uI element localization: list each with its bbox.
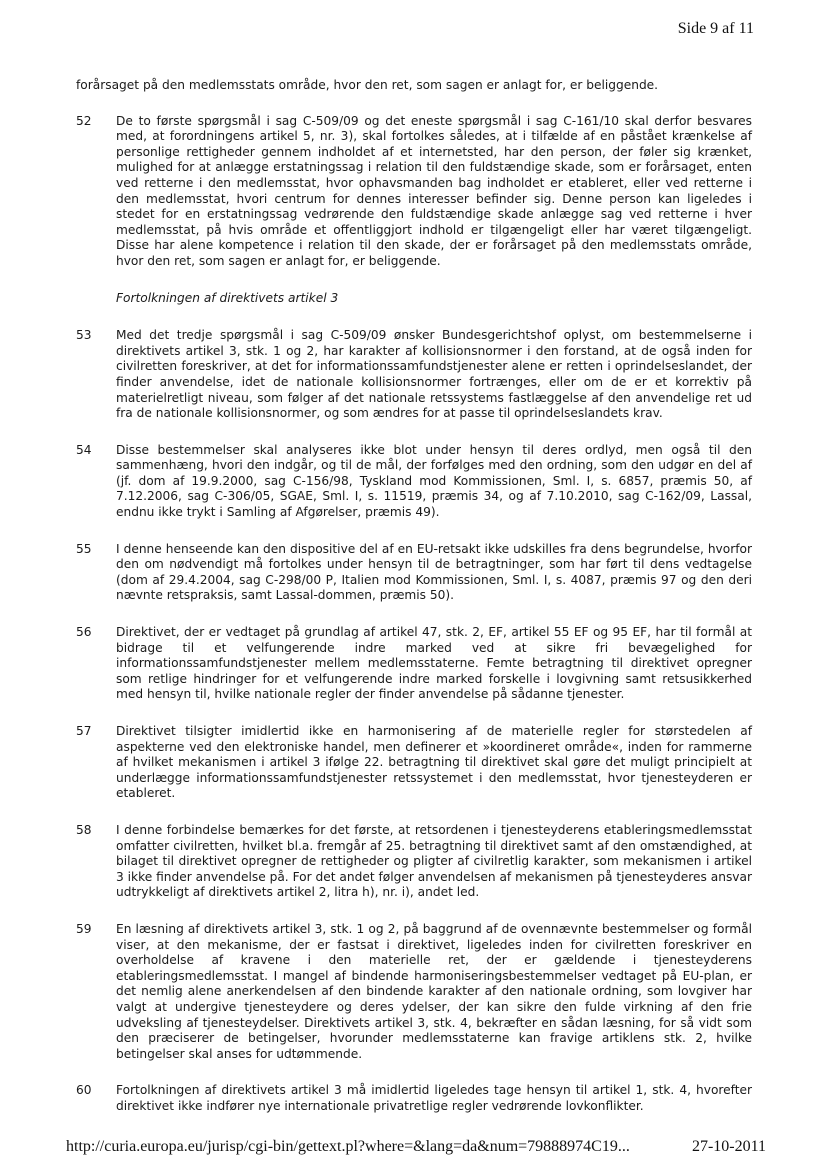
footer-url: http://curia.europa.eu/jurisp/cgi-bin/gettext.pl?where=&lang=da&num=79888974C19...: [66, 1138, 630, 1155]
page-number-header: Side 9 af 11: [677, 20, 754, 37]
paragraph-text: Direktivet tilsigter imidlertid ikke en harmonisering af de materielle regler for størstedelen af aspekterne ved den elektroniske handel, men definerer et »koordineret område«, inden for rammerne af hvilket mekanismen i artikel 3 ifølge 22. betragtning til direktivet skal gøre det muligt principielt at underlægge informationssamfundstjenester retssystemet i den medlemsstat, hvor tjenesteyderen er etableret.: [116, 724, 752, 801]
paragraph-text: Disse bestemmelser skal analyseres ikke blot under hensyn til deres ordlyd, men også til den sammenhæng, hvori den indgår, og til de mål, der forfølges med den ordning, som den udgør en del af (jf. dom af 19.9.2000, sag C-156/98, Tyskland mod Kommissionen, Sml. I, s. 6857, præmis 50, af 7.12.2006, sag C-306/05, SGAE, Sml. I, s. 11519, præmis 34, og af 7.10.2010, sag C-162/09, Lassal, endnu ikke trykt i Samling af Afgørelser, præmis 49).: [116, 442, 752, 520]
paragraph-text: Med det tredje spørgsmål i sag C-509/09 ønsker Bundesgerichtshof oplyst, om bestemmelserne i direktivets artikel 3, stk. 1 og 2, har karakter af kollisionsnormer i den forstand, at de også inden for civilretten foreskriver, at det for informationssamfundstjenester alene er retten i oprindelseslandet, der finder anvendelse, idet de nationale kollisionsnormer fortrænges, eller om de er et korrektiv på materielretligt niveau, som følger af det nationale retssystems fastlæggelse af den anvendelige ret ud fra de nationale kollisionsnormer, og som ændres for at passe til oprindelseslandets krav.: [116, 328, 752, 421]
paragraph-number: 59: [76, 921, 92, 936]
paragraph-number: 54: [76, 442, 92, 457]
paragraph-52: [76, 114, 752, 270]
section-heading: Fortolkningen af direktivets artikel 3: [116, 290, 339, 305]
paragraph-number: 53: [76, 328, 92, 343]
paragraph-number: 60: [76, 1083, 92, 1098]
paragraph-58: [76, 823, 752, 901]
paragraph-number: 52: [76, 113, 92, 128]
paragraph-55: [76, 542, 752, 604]
paragraph-number: 57: [76, 724, 92, 738]
paragraphs-before-heading: [76, 114, 752, 270]
lead-text: forårsaget på den medlemsstats område, hvor den ret, som sagen er anlagt for, er beliggende.: [76, 78, 659, 92]
paragraph-text: Fortolkningen af direktivets artikel 3 må imidlertid ligeledes tage hensyn til artikel 1, stk. 4, hvorefter direktivet ikke indfører nye internationale privatretlige regler vedrørende lovkonflikter.: [116, 1083, 752, 1113]
paragraph-57: [76, 724, 752, 802]
paragraph-60: [76, 1083, 752, 1114]
paragraph-text: Direktivet, der er vedtaget på grundlag af artikel 47, stk. 2, EF, artikel 55 EF og 95 EF, har til formål at bidrage til et velfungerende indre marked ved at sikre fri bevægelighed for informationssamfundstjenester mellem medlemsstaterne. Femte betragtning til direktivet opregner som retlige hindringer for et velfungerende indre marked forskelle i lovgivning samt retsusikkerhed med hensyn til, hvilke nationale regler der finder anvendelse på sådanne tjenester.: [116, 625, 752, 702]
page-footer: [66, 1138, 766, 1156]
paragraph-number: 56: [76, 625, 92, 640]
footer-date: 27-10-2011: [691, 1138, 766, 1155]
paragraph-56: [76, 625, 752, 703]
document-body: [76, 78, 752, 1135]
paragraph-text: En læsning af direktivets artikel 3, stk. 1 og 2, på baggrund af de ovennævnte bestemmelser og formål viser, at den mekanisme, der er fastsat i direktivet, ligeledes inden for civilretten foreskriver en overholdelse af kravene i den materielle ret, der er gældende i tjenesteyderens etableringsmedlemsstat. I mangel af bindende harmoniseringsbestemmelser vedtaget på EU-plan, er det nemlig alene anerkendelsen af den bindende karakter af den nationale ordning, som lovgiver har valgt at undergive tjenesteydere og deres ydelser, der kan sikre den fulde virkning af den frie udveksling af tjenesteydelser. Direktivets artikel 3, stk. 4, bekræfter en sådan læsning, for så vidt som den præciserer de betingelser, hvorunder medlemsstaterne kan fravige artiklens stk. 2, hvilke betingelser skal anses for udtømmende.: [116, 921, 752, 1061]
paragraph-59: [76, 922, 752, 1062]
paragraph-text: I denne forbindelse bemærkes for det første, at retsordenen i tjenesteyderens etableringsmedlemsstat omfatter civilretten, hvilket bl.a. fremgår af 25. betragtning til direktivet samt af den omstændighed, at bilaget til direktivet opregner de rettigheder og pligter af civilretlig karakter, som mekanismen i artikel 3 ikke finder anvendelse på. For det andet følger anvendelsen af mekanismen på tjenesteyderes ansvar udtrykkeligt af direktivets artikel 2, litra h), nr. i), andet led.: [116, 822, 752, 900]
paragraph-text: De to første spørgsmål i sag C-509/09 og det eneste spørgsmål i sag C-161/10 skal derfor besvares med, at forordningens artikel 5, nr. 3), skal fortolkes således, at i tilfælde af en påstået krænkelse af personlige rettigheder gennem indholdet af et internetsted, har den person, der føler sig krænket, mulighed for at anlægge erstatningssag i relation til den fuldstændige skade, som er forårsaget, enten ved retterne i den medlemsstat, hvor ophavsmanden bag indholdet er etableret, eller ved retterne i den medlemsstat, hvori centrum for dennes interesser befinder sig. Denne person kan ligeledes i stedet for en erstatningssag vedrørende den fuldstændige skade anlægge sag ved retterne i hver medlemsstat, på hvis område et offentliggjort indhold er tilgængeligt eller har været tilgængeligt. Disse har alene kompetence i relation til den skade, der er forårsaget på den medlemsstats område, hvor den ret, som sagen er anlagt for, er beliggende.: [116, 113, 752, 268]
paragraph-53: [76, 328, 752, 422]
paragraph-number: 55: [76, 541, 92, 556]
paragraph-number: 58: [76, 822, 92, 837]
paragraph-54: [76, 443, 752, 521]
paragraph-list: [76, 328, 752, 1114]
paragraph-text: I denne henseende kan den dispositive del af en EU-retsakt ikke udskilles fra dens begrundelse, hvorfor den om nødvendigt må fortolkes under hensyn til de betragtninger, som har ført til dens vedtagelse (dom af 29.4.2004, sag C-298/00 P, Italien mod Kommissionen, Sml. I, s. 4087, præmis 97 og den deri nævnte retspraksis, samt Lassal-dommen, præmis 50).: [116, 541, 752, 603]
